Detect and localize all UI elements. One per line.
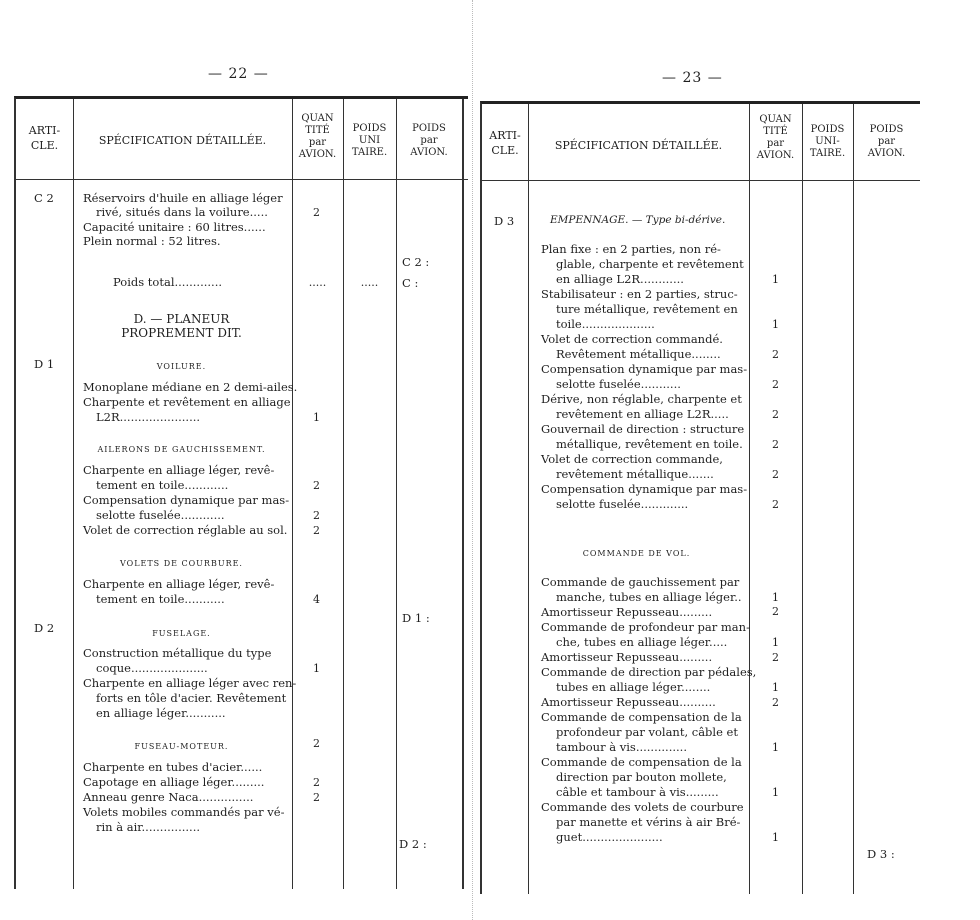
page-gutter (472, 0, 473, 920)
spec-line: guet...................... (556, 830, 663, 844)
quantity-value: 2 (772, 696, 779, 709)
spec-line: glable, charpente et revêtement (556, 257, 744, 271)
spec-line: Commande de compensation de la (541, 710, 742, 724)
spec-line: en alliage léger........... (96, 706, 226, 720)
weight-label: D 1 : (402, 611, 430, 625)
subsection-title: AILERONS DE GAUCHISSEMENT. (97, 445, 266, 454)
column-rule (528, 104, 529, 894)
quantity-value: 1 (772, 273, 779, 286)
subsection-title: FUSEAU-MOTEUR. (134, 742, 229, 751)
spec-line: Compensation dynamique par mas- (83, 493, 290, 507)
subsection-title: COMMANDE DE VOL. (582, 549, 691, 558)
quantity-value: 2 (313, 509, 320, 522)
column-rule (343, 99, 344, 889)
article-code: D 3 (494, 214, 515, 228)
weight-label: D 3 : (867, 847, 895, 861)
header-poids-unitaire: POIDS UNI TAIRE. (351, 123, 388, 158)
spec-line: Poids total............. (113, 275, 223, 289)
spec-line: Volet de correction réglable au sol. (83, 523, 288, 537)
spec-line: Plein normal : 52 litres. (83, 234, 221, 248)
subsection-title: VOILURE. (156, 362, 207, 371)
spec-line: Capacité unitaire : 60 litres...... (83, 220, 266, 234)
header-rule (16, 179, 468, 180)
spec-line: direction par bouton mollete, (556, 770, 727, 784)
header-quantite: QUAN TITÉ par AVION. (756, 114, 795, 161)
spec-line: Plan fixe : en 2 parties, non ré- (541, 242, 721, 256)
quantity-value: 2 (772, 348, 779, 361)
spec-line: rivé, situés dans la voilure..... (96, 205, 268, 219)
spec-line: Stabilisateur : en 2 parties, struc- (541, 287, 738, 301)
spec-line: Amortisseur Repusseau.......... (541, 695, 716, 709)
header-rule (482, 180, 920, 181)
header-article: ARTI- CLE. (28, 124, 61, 152)
subsection-title: FUSELAGE. (152, 629, 211, 638)
spec-line: Commande de profondeur par man- (541, 620, 750, 634)
spec-line: Capotage en alliage léger......... (83, 775, 265, 789)
header-quantite: QUAN TITÉ par AVION. (298, 113, 337, 160)
quantity-value: 1 (313, 662, 320, 675)
spec-line: Charpente et revêtement en alliage (83, 395, 291, 409)
spec-line: câble et tambour à vis......... (556, 785, 719, 799)
spec-line: Volet de correction commande, (541, 452, 723, 466)
page-number-left: — 22 — (208, 66, 269, 82)
quantity-value: 4 (313, 593, 320, 606)
column-rule (802, 104, 803, 894)
spec-line: revêtement métallique....... (556, 467, 714, 481)
quantity-value: 1 (772, 786, 779, 799)
header-specification: SPÉCIFICATION DÉTAILLÉE. (98, 134, 267, 147)
spec-line: forts en tôle d'acier. Revêtement (96, 691, 287, 705)
spec-line: en alliage L2R............ (556, 272, 684, 286)
quantity-value: 2 (772, 378, 779, 391)
spec-line: che, tubes en alliage léger..... (556, 635, 728, 649)
spec-line: coque..................... (96, 661, 208, 675)
quantity-value: 2 (772, 468, 779, 481)
quantity-value: 2 (313, 791, 320, 804)
quantity-value: 2 (313, 206, 320, 219)
quantity-value: 2 (772, 605, 779, 618)
spec-line: Commande de compensation de la (541, 755, 742, 769)
section-title: EMPENNAGE. — Type bi-dérive. (550, 214, 726, 226)
weight-label: C : (402, 276, 419, 290)
spec-line: L2R...................... (96, 410, 201, 424)
spec-line: selotte fuselée............. (556, 497, 689, 511)
spec-line: Revêtement métallique........ (556, 347, 721, 361)
quantity-value: 1 (772, 636, 779, 649)
spec-line: Compensation dynamique par mas- (541, 362, 748, 376)
quantity-value: 2 (313, 776, 320, 789)
section-title: D. — PLANEUR (133, 312, 230, 326)
spec-line: Dérive, non réglable, charpente et (541, 392, 742, 406)
spec-line: profondeur par volant, câble et (556, 725, 738, 739)
spec-line: rin à air................ (96, 820, 201, 834)
spec-line: Commande des volets de courbure (541, 800, 744, 814)
spec-line: Gouvernail de direction : structure (541, 422, 745, 436)
header-poids-unitaire: POIDS UNI- TAIRE. (809, 124, 846, 159)
quantity-value: 2 (772, 438, 779, 451)
article-code: D 2 (34, 621, 55, 635)
quantity-value: 2 (772, 651, 779, 664)
quantity-value: 1 (772, 681, 779, 694)
quantity-value: 1 (772, 741, 779, 754)
spec-line: Commande de gauchissement par (541, 575, 740, 589)
weight-label: D 2 : (399, 837, 427, 851)
spec-line: tement en toile........... (96, 592, 225, 606)
spec-line: ture métallique, revêtement en (556, 302, 738, 316)
spec-line: Charpente en alliage léger, revê- (83, 577, 275, 591)
quantity-value: 1 (313, 411, 320, 424)
spec-line: selotte fuselée............ (96, 508, 225, 522)
spec-line: métallique, revêtement en toile. (556, 437, 743, 451)
article-code: D 1 (34, 357, 55, 371)
spec-line: selotte fuselée........... (556, 377, 681, 391)
quantity-value: 2 (313, 524, 320, 537)
header-poids-avion: POIDS par AVION. (867, 124, 906, 159)
quantity-value: 1 (772, 318, 779, 331)
article-code: C 2 (34, 191, 54, 205)
spec-line: Anneau genre Naca............... (83, 790, 254, 804)
spec-line: toile.................... (556, 317, 655, 331)
spec-line: manche, tubes en alliage léger.. (556, 590, 742, 604)
spec-line: revêtement en alliage L2R..... (556, 407, 729, 421)
spec-line: Charpente en alliage léger avec ren- (83, 676, 297, 690)
dotted-leader: ..... (308, 276, 327, 289)
spec-line: Charpente en alliage léger, revê- (83, 463, 275, 477)
section-title: PROPREMENT DIT. (121, 326, 242, 340)
quantity-value: 1 (772, 591, 779, 604)
column-rule (462, 99, 464, 889)
quantity-value: 2 (313, 737, 320, 750)
quantity-value: 2 (772, 498, 779, 511)
weight-label: C 2 : (402, 255, 430, 269)
spec-line: par manette et vérins à air Bré- (556, 815, 741, 829)
subsection-title: VOLETS DE COURBURE. (120, 559, 243, 568)
spec-line: tambour à vis.............. (556, 740, 687, 754)
page-number-right: — 23 — (662, 70, 723, 86)
column-rule (853, 104, 854, 894)
spec-line: Construction métallique du type (83, 646, 272, 660)
spec-line: Amortisseur Repusseau......... (541, 605, 713, 619)
spec-line: Volet de correction commandé. (541, 332, 723, 346)
quantity-value: 2 (772, 408, 779, 421)
quantity-value: 1 (772, 831, 779, 844)
spec-line: Réservoirs d'huile en alliage léger (83, 191, 283, 205)
spec-line: Compensation dynamique par mas- (541, 482, 748, 496)
spec-line: Commande de direction par pédales, (541, 665, 757, 679)
spec-line: Amortisseur Repusseau......... (541, 650, 713, 664)
spec-line: Volets mobiles commandés par vé- (83, 805, 285, 819)
column-rule (396, 99, 397, 889)
column-rule (73, 99, 74, 889)
spec-line: tement en toile............ (96, 478, 229, 492)
quantity-value: 2 (313, 479, 320, 492)
spec-line: tubes en alliage léger........ (556, 680, 711, 694)
header-specification: SPÉCIFICATION DÉTAILLÉE. (554, 139, 723, 152)
spec-line: Monoplane médiane en 2 demi-ailes. (83, 380, 298, 394)
spec-line: Charpente en tubes d'acier...... (83, 760, 263, 774)
header-article: ARTI- CLE. (489, 129, 521, 157)
dotted-leader: ..... (360, 276, 379, 289)
header-poids-avion: POIDS par AVION. (410, 123, 448, 158)
